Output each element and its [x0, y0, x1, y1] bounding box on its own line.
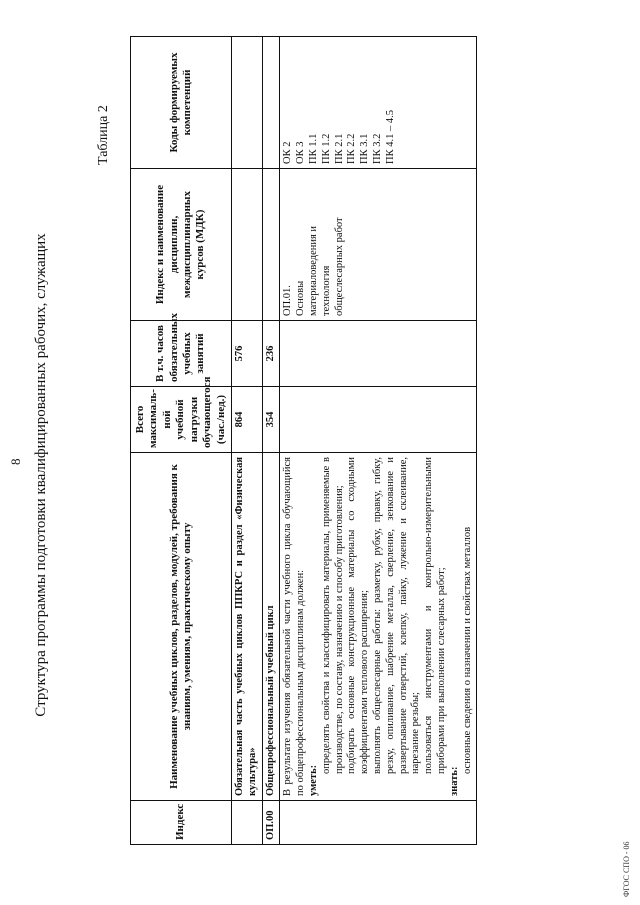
header-competencies: Коды формируемых компетенций — [131, 37, 232, 169]
skills-label: уметь: — [307, 764, 319, 796]
cell-detail-mdk — [280, 169, 477, 321]
cell-cycle-mdk-empty — [262, 169, 280, 321]
table-caption: Таблица 2 — [96, 105, 111, 165]
competency-code: ПК 1.1 — [307, 133, 319, 164]
requirements-intro: В результате изучения обязательной части учебного цикла обучающийся по общепрофессиональным дисциплинам должен: — [282, 457, 307, 796]
header-mdk: Индекс и наименование дисциплин, междисциплинарных курсов (МДК) — [131, 169, 232, 321]
competency-code: ПК 2.1 — [333, 133, 345, 164]
mdk-line: общеслесарных работ — [333, 217, 345, 316]
cell-cycle-max-load: 354 — [262, 387, 280, 453]
header-class-hours: В т.ч. часов обязательных учебных занятий — [131, 321, 232, 387]
cell-required-name: Обязательная часть учебных циклов ППКРС и раздел «Физическая культура» — [232, 453, 263, 801]
cell-detail-competencies — [280, 37, 477, 169]
cell-cycle-name: Общепрофессиональный учебный цикл — [262, 453, 280, 801]
table-header-row — [131, 37, 232, 845]
cell-cycle-index: ОП.00 — [262, 801, 280, 845]
competency-code: ПК 4.1 – 4.5 — [384, 110, 396, 164]
header-index: Индекс — [131, 801, 232, 845]
table-row-cycle — [262, 37, 280, 845]
cell-index-empty — [232, 801, 263, 845]
cell-detail-requirements — [280, 453, 477, 801]
document-title: Структура программы подготовки квалифицированных рабочих, служащих — [33, 233, 49, 717]
table-row-required-part — [232, 37, 263, 845]
cell-cycle-class-hours: 236 — [262, 321, 280, 387]
mdk-line: ОП.01. — [282, 285, 294, 316]
cell-detail-index-empty — [280, 801, 477, 845]
competency-code: ПК 1.2 — [320, 133, 332, 164]
cell-required-class-hours: 576 — [232, 321, 263, 387]
skill-item: определять свойства и классифицировать материалы, применяемые в производстве, по составу, назначению и способу приготовления; — [320, 457, 345, 774]
cell-required-mdk-empty — [232, 169, 263, 321]
mdk-line: материаловедения и — [307, 225, 319, 316]
cell-detail-class-empty — [280, 321, 477, 387]
cell-required-comp-empty — [232, 37, 263, 169]
competency-code: ОК 2 — [282, 141, 294, 164]
cell-cycle-comp-empty — [262, 37, 280, 169]
competency-code: ПК 3.1 — [359, 133, 371, 164]
competency-code: ПК 2.2 — [346, 133, 358, 164]
mdk-line: технология — [320, 265, 332, 316]
skill-item: выполнять общеслесарные работы: разметку, рубку, правку, гибку, резку, опиливание, шабрение металла, сверление, зенкование и развертывание отверстий, клепку, пайку, лужение и склеивание, нарезание резьбы; — [371, 457, 422, 774]
page-number: 8 — [8, 458, 23, 465]
table-row-detail — [280, 37, 477, 845]
footer-code: ФГОС СПО - 06 — [622, 841, 631, 897]
header-max-load: Всего максималь-ной учебной нагрузки обучающегося (час./нед.) — [131, 387, 232, 453]
competency-code: ПК 3.2 — [371, 133, 383, 164]
cell-detail-max-empty — [280, 387, 477, 453]
mdk-line: Основы — [295, 280, 307, 316]
skill-item: пользоваться инструментами и контрольно-измерительными приборами при выполнении слесарных работ; — [423, 457, 447, 774]
header-name: Наименование учебных циклов, разделов, модулей, требования к знаниям, умениям, практическому опыту — [131, 453, 232, 801]
competency-code: ОК 3 — [295, 141, 307, 164]
cell-required-max-load: 864 — [232, 387, 263, 453]
knowledge-item: основные сведения о назначении и свойствах металлов — [461, 526, 473, 774]
skill-item: подбирать основные конструкционные материалы со сходными коэффициентами теплового расширения; — [346, 457, 371, 774]
program-structure-table — [130, 36, 477, 845]
knowledge-label: знать: — [448, 766, 460, 796]
